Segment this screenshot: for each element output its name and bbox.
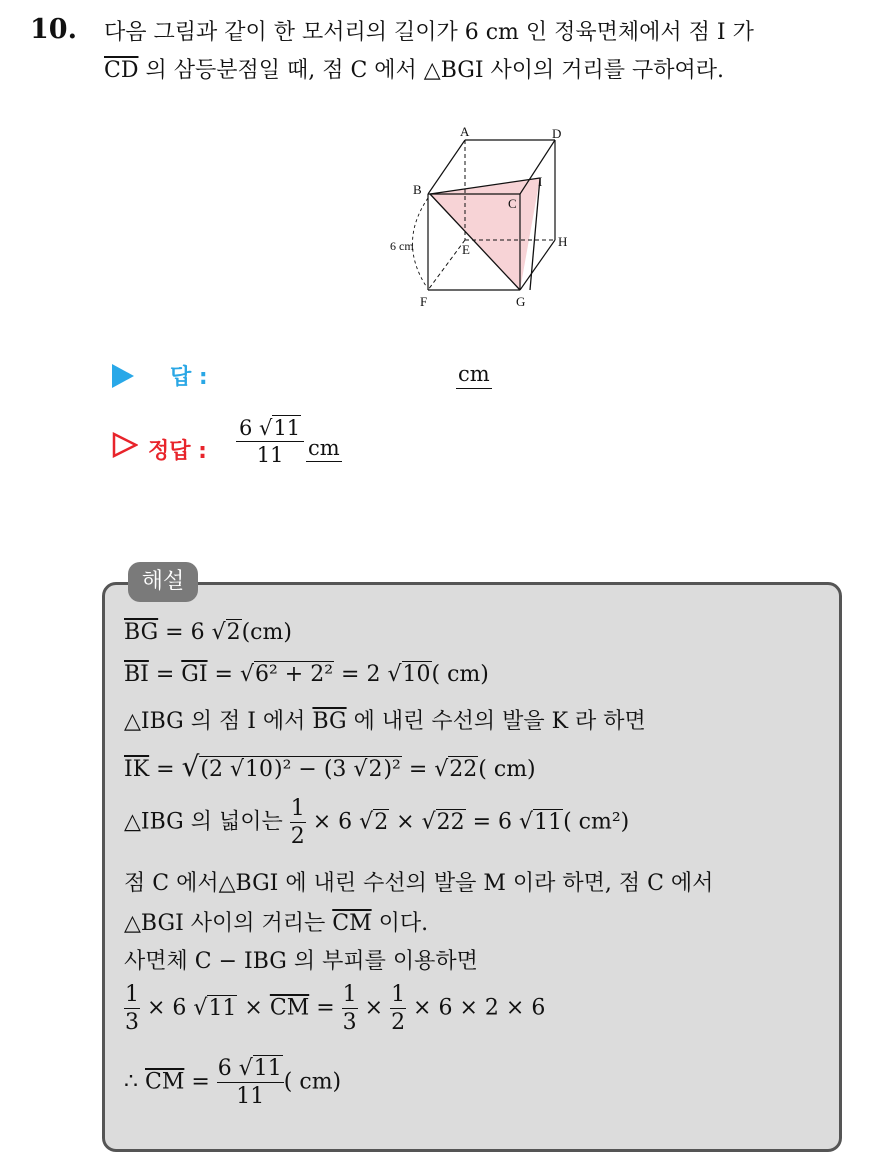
question-line-1: 다음 그림과 같이 한 모서리의 길이가 6 cm 인 정육면체에서 점 I 가 [104,20,754,45]
label-e: E [462,242,470,257]
label-c: C [508,196,517,211]
label-a: A [460,124,470,139]
answer-unit: cm [456,362,492,389]
question-text [104,14,874,90]
edge-length-arc [412,198,428,286]
outline-play-icon [112,432,138,458]
solution-tag: 해설 [128,562,198,602]
play-icon [112,364,134,388]
label-f: F [420,294,428,309]
solution-line-2: $\overline{BI} = \overline{GI} = √6^2 + 2^2 = 2$ √10( cm) [124,662,489,687]
segment-cd: $\overline{CD}$ [104,58,139,83]
correct-answer-row [112,416,552,480]
solution-line-10: ∴ $\overline{CM}$ = $\frac{6 √11}{11}$ ( cm) [124,1056,342,1109]
triangle-bgi [430,178,540,290]
question-number: 10. [30,14,77,45]
correct-answer-unit: cm [308,436,340,460]
label-h: H [558,234,568,249]
solution-line-7: △BGI 사이의 거리는 $\overline{CM}$ 이다. [124,911,429,936]
solution-line-9: $\frac{1}{3}$ × 6 $√11 \times \overline{CM}$ = $\frac{1}{3}$ × $\frac{1}{2}$ × 6 × 2 × 6 [125,982,546,1035]
cube-figure [380,120,580,312]
label-b: B [413,182,422,197]
edge-length-label: 6 cm [390,239,414,253]
solution-line-6: 점 C 에서△BGI 에 내린 수선의 발을 M 이라 하면, 점 C 에서 [124,871,714,896]
solution-line-1: $\overline{BG} = 6$ √2(cm) [124,620,292,645]
answer-label: 답 : [170,365,208,390]
solution-line-8: 사면체 C − IBG 의 부피를 이용하면 [124,949,478,974]
solution-line-4: $\overline{IK} = √(2$ √10)² − (3 √2)² = √22( cm) [124,750,536,783]
correct-answer-label: 정답 : [148,439,207,464]
answer-row [112,356,552,396]
label-d: D [552,126,562,141]
question-line-2: $\overline{CD}$ 의 삼등분점일 때, 점 C 에서 △BGI 사이의 거리를 구하여라. [104,58,725,83]
label-i: I [538,174,543,189]
correct-answer-fraction: $\frac{6 √11}{11}$ [236,416,304,467]
label-g: G [516,294,526,309]
solution-line-3: △IBG 의 점 I 에서 $\overline{BG}$ 에 내린 수선의 발을 K 라 하면 [124,709,646,734]
solution-line-5: △IBG 의 넓이는 $\frac{1}{2}$ × 6 √2 × √22 = 6 √11( cm²) [124,796,630,849]
